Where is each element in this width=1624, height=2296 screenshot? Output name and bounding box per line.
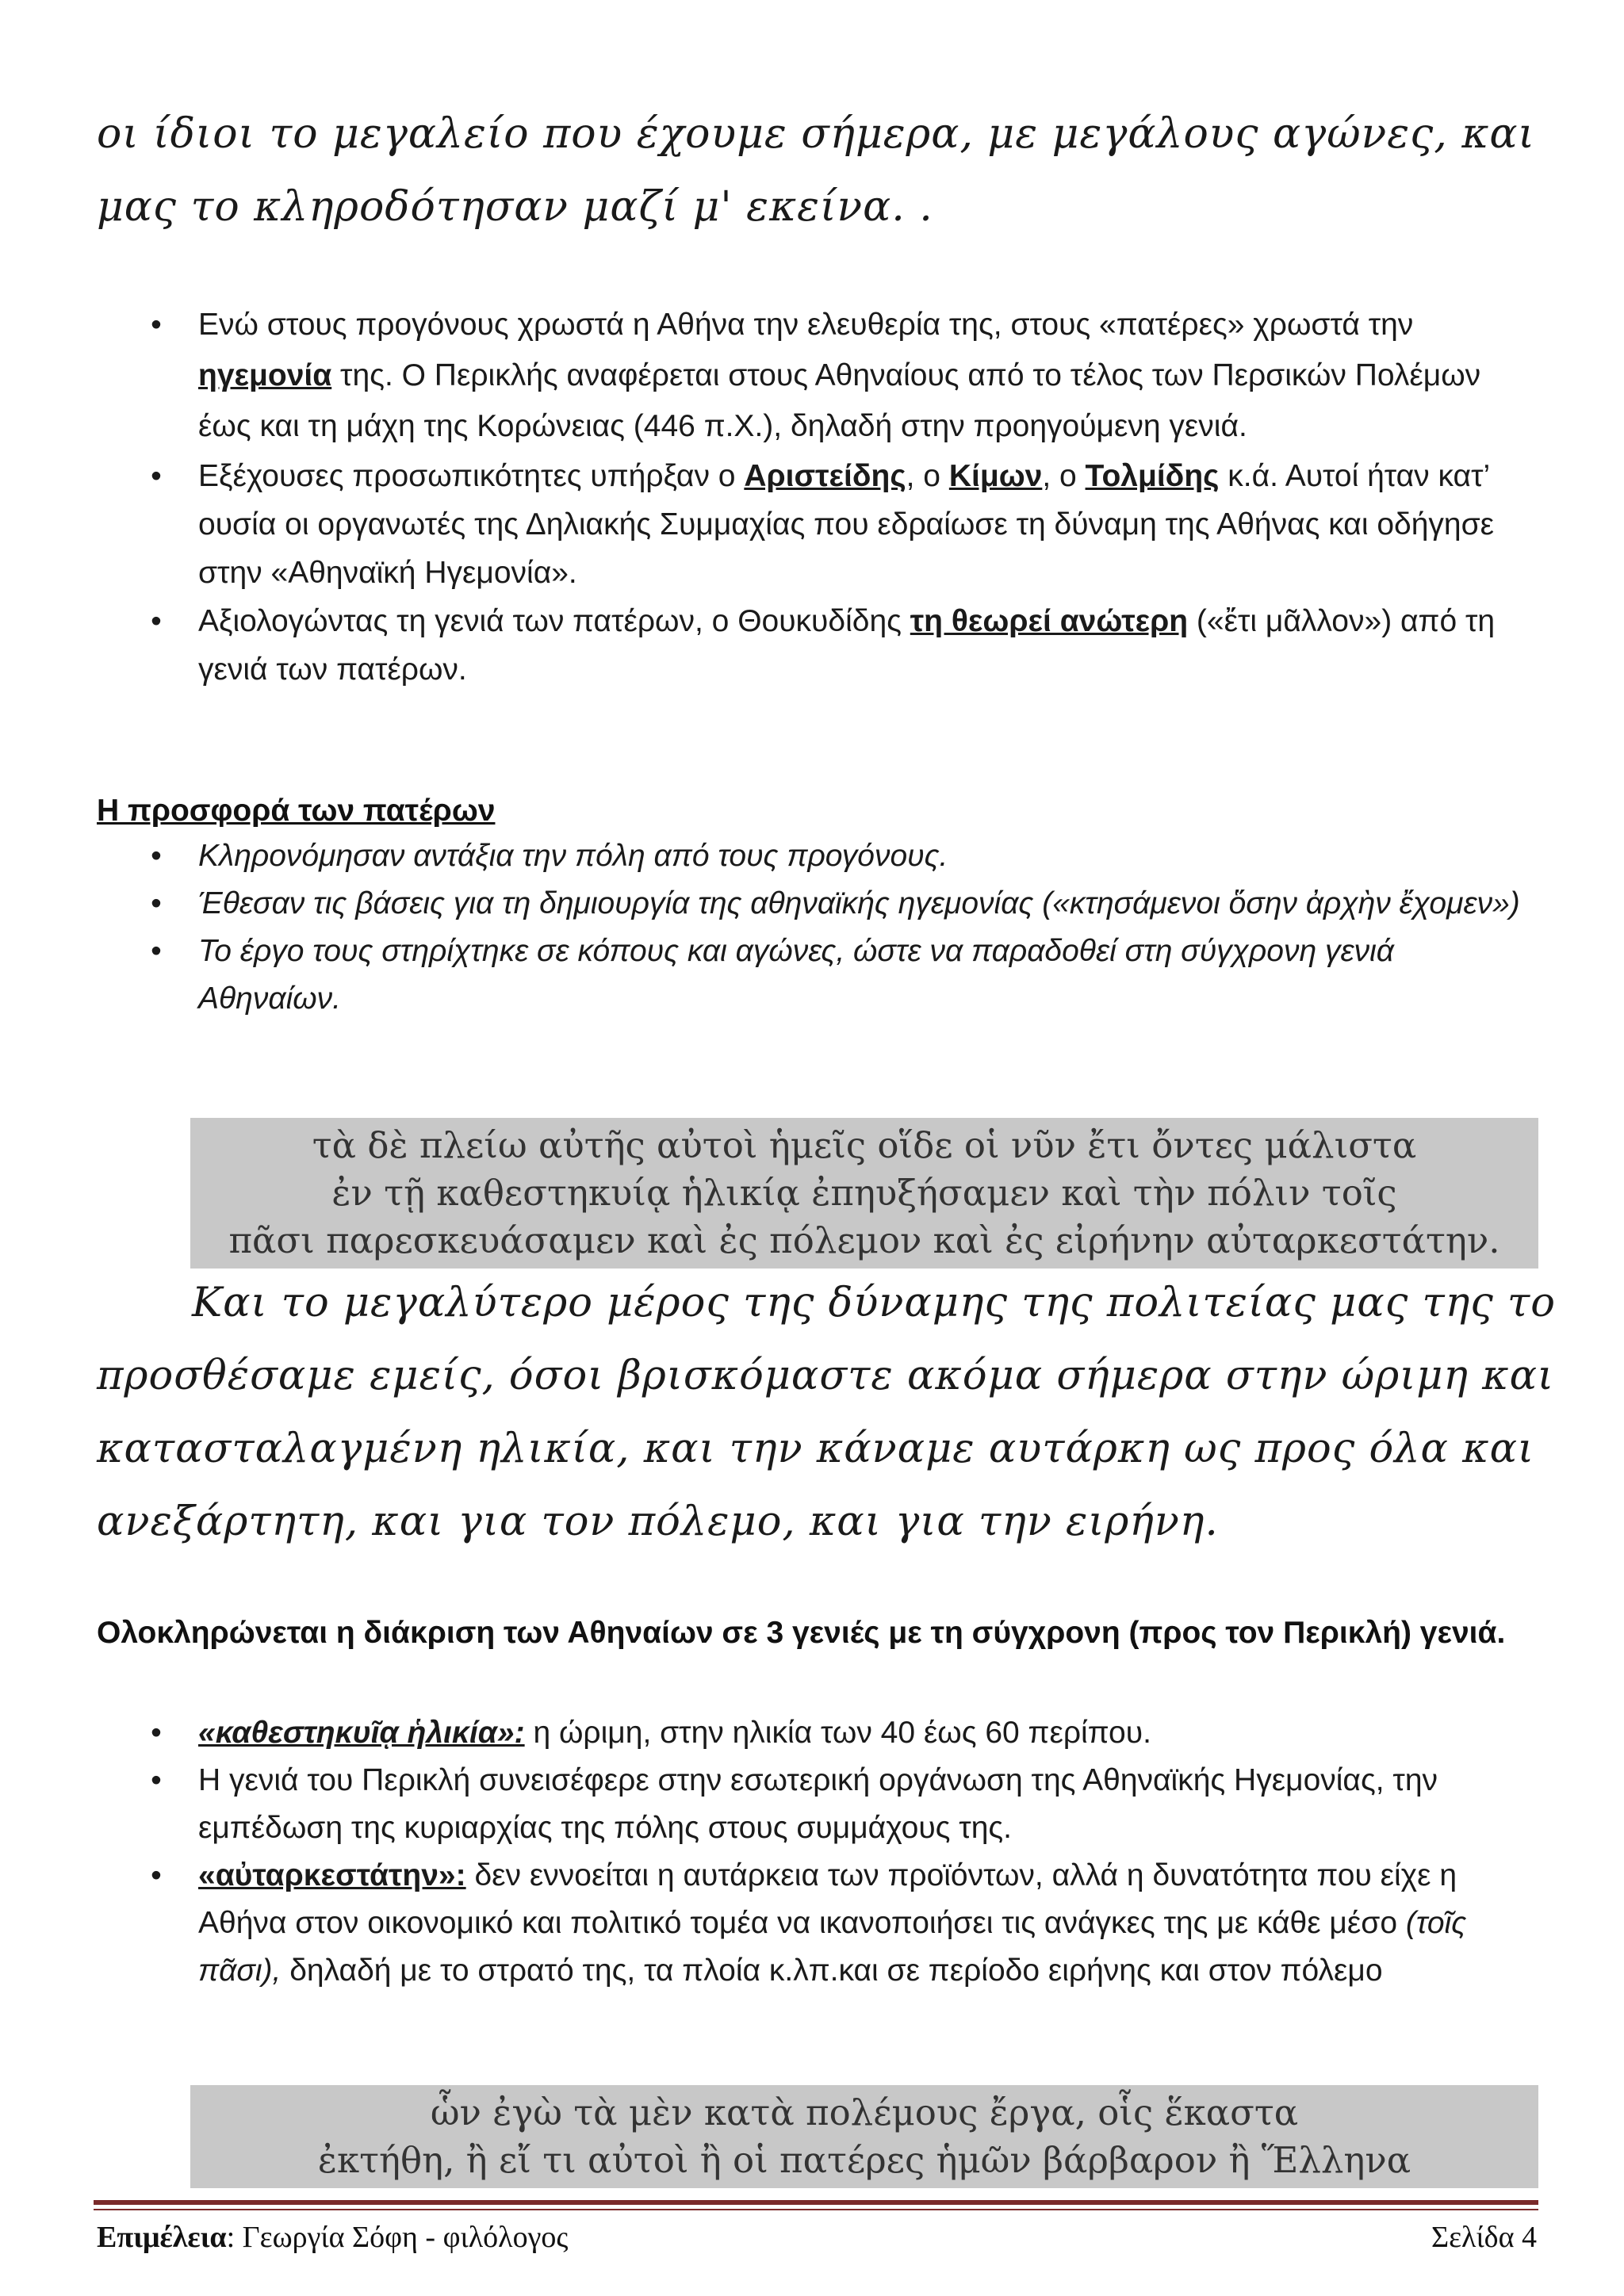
list-item: • «αὐταρκεστάτην»: δεν εννοείται η αυτάρκεια των προϊόντων, αλλά η δυνατότητα που είχε η Αθήνα στον οικονομικό και πολιτικό τομέα να ικανοποιήσει τις ανάγκες της με κάθε μέσο (τοῖς πᾶσι), δηλαδή με το στρατό της, τα πλοία κ.λπ.και σε περίοδο ειρήνης και στον πόλεμο [143, 1852, 1538, 1995]
bullet-icon: • [151, 934, 162, 968]
bullet-icon: • [151, 839, 162, 873]
bullet-icon: • [151, 1763, 162, 1797]
page-number: Σελίδα 4 [1431, 2221, 1537, 2254]
quote-line: ἐκτήθη, ἢ εἴ τι αὐτοὶ ἢ οἱ πατέρες ἡμῶν βάρβαρον ἢ Ἕλληνα [317, 2139, 1411, 2181]
bullet-icon: • [151, 1858, 162, 1892]
translation-line: προσθέσαμε εμείς, όσοι βρισκόμαστε ακόμα σήμερα στην ώριμη και [97, 1353, 1555, 1399]
section3-list [143, 1709, 1538, 1995]
section2-list [143, 832, 1538, 1023]
keyword-kimon: Κίμων [948, 459, 1043, 493]
list-item: • Ενώ στους προγόνους χρωστά η Αθήνα την ελευθερία της, στους «πατέρες» χρωστά την ηγεμονία της. Ο Περικλής αναφέρεται στους Αθηναίους από το τέλος των Περσικών Πολέμων έως και τη μάχη της Κορώνειας (446 π.Χ.), δηλαδή στην προηγούμενη γενιά. [143, 300, 1538, 452]
keyword: «αὐταρκεστάτην»: [198, 1858, 466, 1892]
bullet-icon: • [151, 1716, 162, 1750]
translation-line: Και το μεγαλύτερο μέρος της δύναμης της πολιτείας μας της το [192, 1280, 1556, 1326]
keyword: ηγεμονία [198, 358, 332, 392]
ancient-quote-2 [190, 2085, 1538, 2188]
quote-line: πᾶσι παρεσκευάσαμεν καὶ ἐς πόλεμον καὶ ἐς εἰρήνην αὐταρκεστάτην. [228, 1219, 1500, 1261]
footer-divider [94, 2200, 1538, 2205]
keyword: «καθεστηκυῖᾳ ἡλικία»: [198, 1716, 525, 1750]
list-item: • Αξιολογώντας τη γενιά των πατέρων, ο Θουκυδίδης τη θεωρεί ανώτερη («ἔτι μᾶλλον») από τη γενιά των πατέρων. [143, 597, 1538, 694]
bullet-icon: • [151, 459, 162, 493]
bullet-icon: • [151, 604, 162, 638]
section1-list [143, 300, 1538, 694]
keyword: τη θεωρεί ανώτερη [910, 604, 1189, 638]
list-item: • Έθεσαν τις βάσεις για τη δημιουργία της αθηναϊκής ηγεμονίας («κτησάμενοι ὅσην ἀρχὴν ἔχομεν») [143, 880, 1538, 928]
quote-line: τὰ δὲ πλείω αὐτῆς αὐτοὶ ἡμεῖς οἵδε οἱ νῦν ἔτι ὄντες μάλιστα [312, 1124, 1417, 1166]
list-item: • Κληρονόμησαν αντάξια την πόλη από τους προγόνους. [143, 832, 1538, 880]
list-item: • «καθεστηκυῖᾳ ἡλικία»: η ώριμη, στην ηλικία των 40 έως 60 περίπου. [143, 1709, 1538, 1757]
list-item: • Η γενιά του Περικλή συνεισέφερε στην εσωτερική οργάνωση της Αθηναϊκής Ηγεμονίας, την εμπέδωση της κυριαρχίας της πόλης στους συμμάχους της. [143, 1757, 1538, 1852]
intro-text [97, 98, 1556, 243]
footer-author-name: : Γεωργία Σόφη - φιλόλογος [226, 2221, 569, 2254]
footer-author-label: Επιμέλεια [97, 2221, 227, 2254]
section2-heading: Η προσφορά των πατέρων [97, 794, 496, 828]
quote-line: ἐν τῇ καθεστηκυίᾳ ἡλικίᾳ ἐπηυξήσαμεν καὶ τὴν πόλιν τοῖς [331, 1172, 1397, 1214]
list-item: • Το έργο τους στηρίχτηκε σε κόπους και αγώνες, ώστε να παραδοθεί στη σύγχρονη γενιά Αθηναίων. [143, 928, 1538, 1023]
bullet-icon: • [151, 886, 162, 920]
section3-heading: Ολοκληρώνεται η διάκριση των Αθηναίων σε 3 γενιές με τη σύγχρονη (προς τον Περικλή) γενιά. [97, 1616, 1506, 1650]
translation-line: ανεξάρτητη, και για τον πόλεμο, και για την ειρήνη. [97, 1498, 1219, 1545]
intro-line: οι ίδιοι το μεγαλείο που έχουμε σήμερα, με μεγάλους αγώνες, και [97, 110, 1535, 158]
footer-author [97, 2220, 568, 2255]
footer-divider-thin [94, 2209, 1538, 2210]
quote-line: ὧν ἐγὼ τὰ μὲν κατὰ πολέμους ἔργα, οἷς ἕκαστα [430, 2091, 1299, 2133]
keyword-aristeidis: Αριστείδης [744, 459, 906, 493]
translation-line: κατασταλαγμένη ηλικία, και την κάναμε αυτάρκη ως προς όλα και [97, 1425, 1535, 1472]
ancient-quote-1 [190, 1118, 1538, 1269]
bullet-icon: • [151, 308, 162, 342]
list-item: • Εξέχουσες προσωπικότητες υπήρξαν ο Αριστείδης, ο Κίμων, ο Τολμίδης κ.ά. Αυτοί ήταν κατ’ ουσία οι οργανωτές της Δηλιακής Συμμαχίας που εδραίωσε τη δύναμη της Αθήνας και οδήγησε στην «Αθηναϊκή Ηγεμονία». [143, 452, 1538, 597]
translation-1 [97, 1267, 1556, 1559]
intro-line: μας το κληροδότησαν μαζί μ' εκείνα. . [97, 183, 933, 231]
keyword-tolmidis: Τολμίδης [1085, 459, 1220, 493]
